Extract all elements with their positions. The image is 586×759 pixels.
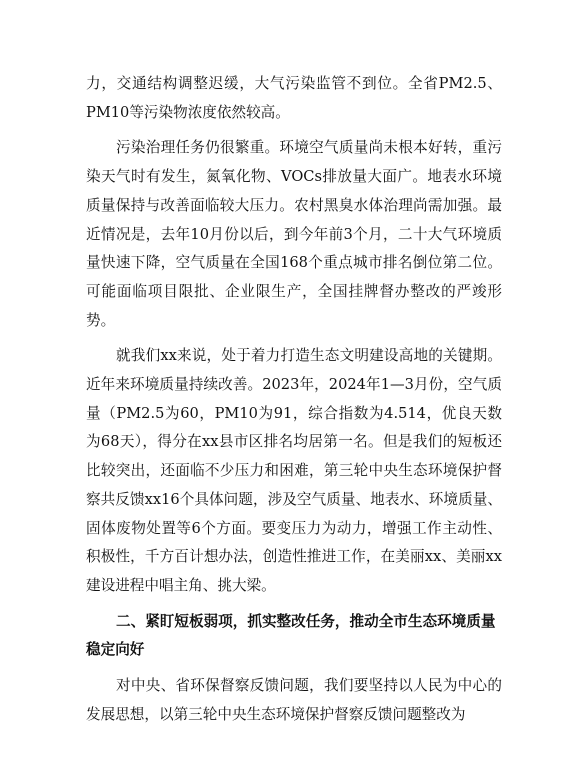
paragraph-pollution-tasks: 污染治理任务仍很繁重。环境空气质量尚未根本好转，重污染天气时有发生，氮氧化物、VOCs排放量大面广。地表水环境质量保持与改善面临较大压力。农村黑臭水体治理尚需加强。最近情况是，去年10月份以后，到今年前3个月，二十大气环境质量快速下降，空气质量在全国168个重点城市排名倒位第二位。可能面临项目限批、企业限生产，全国挂牌督办整改的严竣形势。 <box>86 139 502 329</box>
paragraph-continuation: 力，交通结构调整迟缓，大气污染监管不到位。全省PM2.5、PM10等污染物浓度依然较高。 <box>86 75 502 121</box>
paragraph-rectification: 对中央、省环保督察反馈问题，我们要坚持以人民为中心的发展思想，以第三轮中央生态环境保护督察反馈问题整改为 <box>86 677 502 723</box>
section-heading-two: 二、紧盯短板弱项，抓实整改任务，推动全市生态环境质量稳定向好 <box>86 612 496 659</box>
paragraph-local-situation: 就我们xx来说，处于着力打造生态文明建设高地的关键期。近年来环境质量持续改善。2023年，2024年1—3月份，空气质量（PM2.5为60，PM10为91，综合指数为4.514，优良天数为68天），得分在xx县市区排名均居第一名。但是我们的短板还比较突出，还面临不少压力和困难，第三轮中央生态环境保护督察共反馈xx16个具体问题，涉及空气质量、地表水、环境质量、固体废物处置等6个方面。要变压力为动力，增强工作主动性、积极性，千方百计想办法，创造性推进工作，在美丽xx、美丽xx建设进程中唱主角、挑大梁。 <box>86 347 502 594</box>
